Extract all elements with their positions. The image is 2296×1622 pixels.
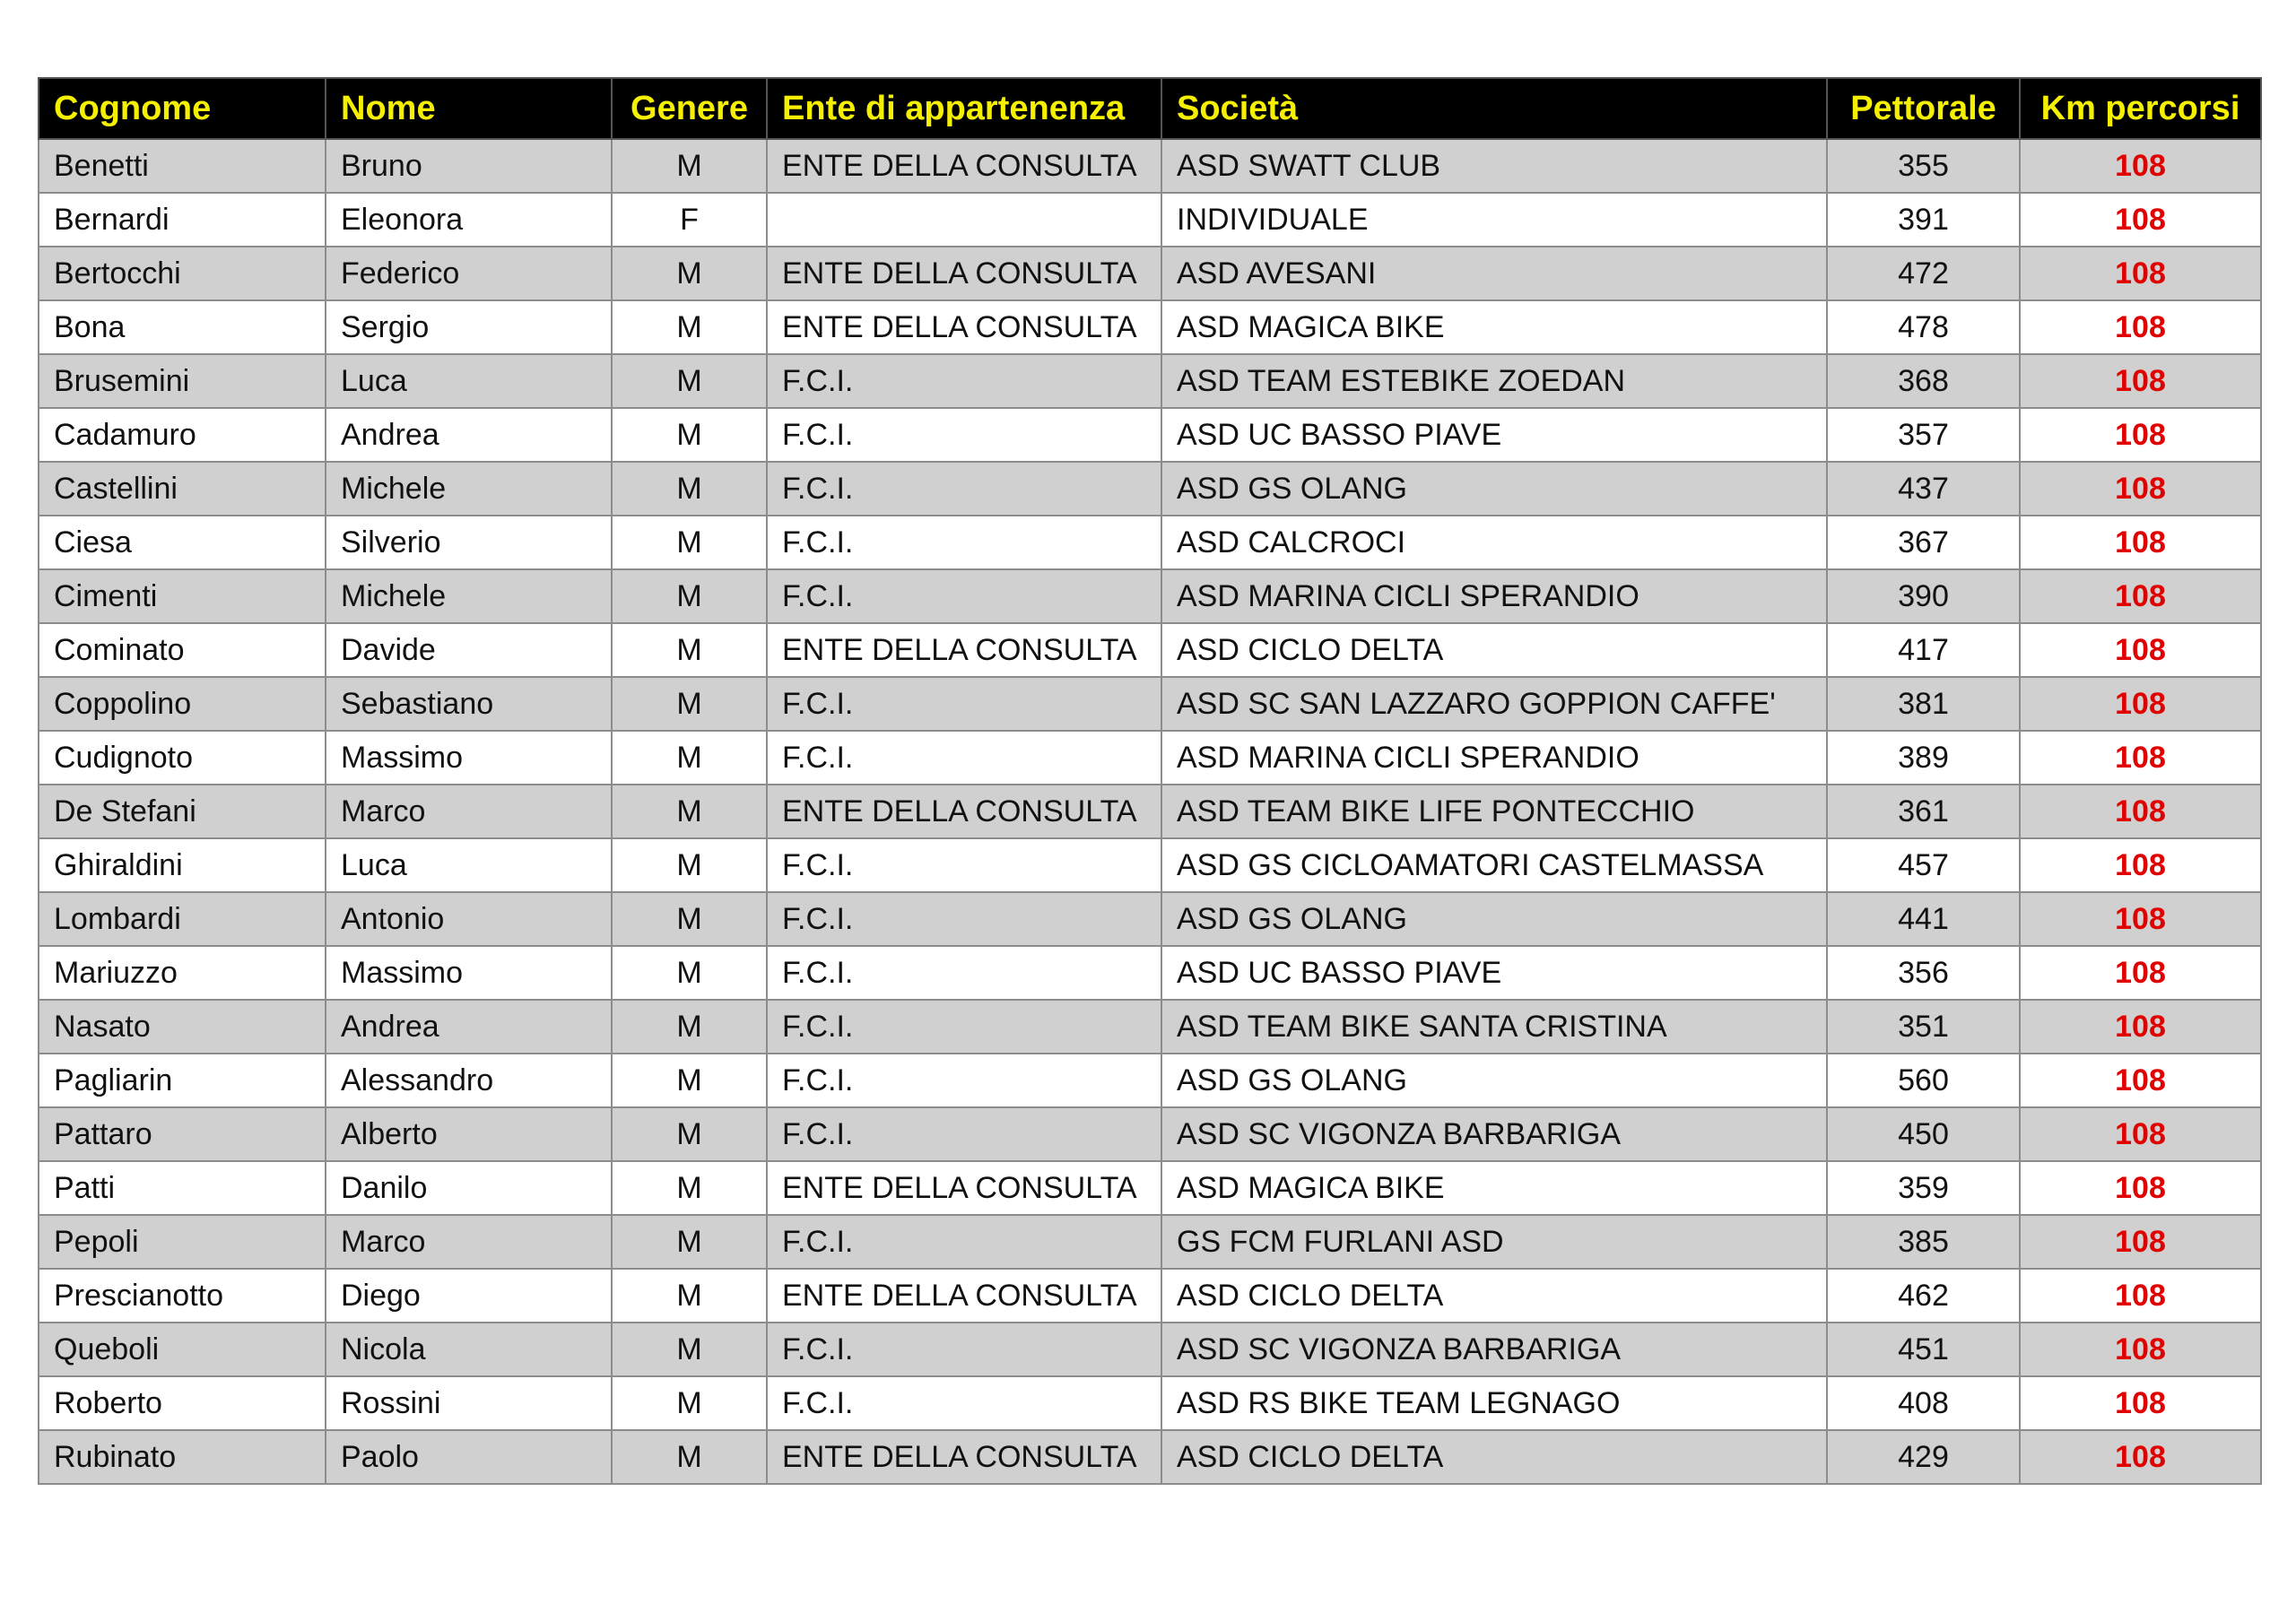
cell-societa: ASD GS OLANG [1161,462,1827,516]
cell-nome: Diego [326,1269,612,1323]
cell-cognome: Brusemini [39,354,326,408]
cell-km-percorsi: 108 [2020,300,2261,354]
cell-ente: F.C.I. [767,408,1161,462]
cell-societa: ASD MAGICA BIKE [1161,300,1827,354]
table-header [39,78,2261,139]
cell-cognome: Patti [39,1161,326,1215]
cell-genere: M [612,247,767,300]
cell-cognome: Bernardi [39,193,326,247]
cell-pettorale: 357 [1827,408,2020,462]
cell-societa: ASD CALCROCI [1161,516,1827,569]
cell-nome: Sebastiano [326,677,612,731]
cell-genere: M [612,1269,767,1323]
cell-pettorale: 437 [1827,462,2020,516]
cell-genere: M [612,892,767,946]
cell-genere: M [612,785,767,838]
cell-pettorale: 472 [1827,247,2020,300]
cell-genere: M [612,139,767,193]
cell-pettorale: 462 [1827,1269,2020,1323]
cell-societa: ASD SC VIGONZA BARBARIGA [1161,1323,1827,1376]
cell-genere: M [612,354,767,408]
cell-societa: INDIVIDUALE [1161,193,1827,247]
table-row [39,139,2261,193]
header-pettorale: Pettorale [1827,78,2020,139]
cell-societa: ASD MARINA CICLI SPERANDIO [1161,731,1827,785]
cell-genere: M [612,408,767,462]
cell-nome: Alessandro [326,1054,612,1107]
cell-genere: M [612,462,767,516]
table-row [39,623,2261,677]
table-row [39,1215,2261,1269]
header-genere: Genere [612,78,767,139]
cell-cognome: Castellini [39,462,326,516]
cell-societa: ASD SC VIGONZA BARBARIGA [1161,1107,1827,1161]
cell-ente: F.C.I. [767,1376,1161,1430]
cell-pettorale: 408 [1827,1376,2020,1430]
cell-km-percorsi: 108 [2020,677,2261,731]
cell-societa: ASD CICLO DELTA [1161,1269,1827,1323]
cell-km-percorsi: 108 [2020,1376,2261,1430]
table-body [39,139,2261,1484]
cell-ente: F.C.I. [767,1215,1161,1269]
cell-cognome: Bertocchi [39,247,326,300]
table-row [39,408,2261,462]
table-row [39,247,2261,300]
table-row [39,1107,2261,1161]
cell-km-percorsi: 108 [2020,785,2261,838]
cell-km-percorsi: 108 [2020,408,2261,462]
cell-nome: Marco [326,785,612,838]
results-table [38,77,2262,1485]
cell-genere: M [612,1323,767,1376]
cell-societa: ASD TEAM ESTEBIKE ZOEDAN [1161,354,1827,408]
cell-nome: Rossini [326,1376,612,1430]
cell-cognome: Cadamuro [39,408,326,462]
cell-pettorale: 368 [1827,354,2020,408]
cell-ente: ENTE DELLA CONSULTA [767,1269,1161,1323]
cell-ente: F.C.I. [767,677,1161,731]
header-ente: Ente di appartenenza [767,78,1161,139]
cell-nome: Michele [326,462,612,516]
cell-pettorale: 381 [1827,677,2020,731]
cell-ente: F.C.I. [767,946,1161,1000]
cell-societa: ASD MAGICA BIKE [1161,1161,1827,1215]
cell-km-percorsi: 108 [2020,1161,2261,1215]
cell-nome: Paolo [326,1430,612,1484]
cell-pettorale: 355 [1827,139,2020,193]
cell-societa: ASD MARINA CICLI SPERANDIO [1161,569,1827,623]
cell-nome: Massimo [326,946,612,1000]
table-row [39,300,2261,354]
cell-cognome: Bona [39,300,326,354]
cell-km-percorsi: 108 [2020,193,2261,247]
cell-nome: Marco [326,1215,612,1269]
cell-km-percorsi: 108 [2020,516,2261,569]
cell-km-percorsi: 108 [2020,139,2261,193]
cell-societa: ASD SC SAN LAZZARO GOPPION CAFFE' [1161,677,1827,731]
cell-cognome: Ciesa [39,516,326,569]
cell-societa: ASD GS CICLOAMATORI CASTELMASSA [1161,838,1827,892]
cell-cognome: Pepoli [39,1215,326,1269]
cell-societa: ASD CICLO DELTA [1161,623,1827,677]
cell-cognome: Mariuzzo [39,946,326,1000]
cell-societa: ASD GS OLANG [1161,1054,1827,1107]
cell-genere: M [612,1054,767,1107]
cell-nome: Silverio [326,516,612,569]
cell-nome: Antonio [326,892,612,946]
table-row [39,569,2261,623]
cell-ente: F.C.I. [767,1323,1161,1376]
cell-societa: ASD SWATT CLUB [1161,139,1827,193]
cell-km-percorsi: 108 [2020,1000,2261,1054]
cell-societa: GS FCM FURLANI ASD [1161,1215,1827,1269]
table-row [39,731,2261,785]
cell-cognome: Queboli [39,1323,326,1376]
cell-genere: M [612,838,767,892]
cell-ente: F.C.I. [767,892,1161,946]
table-row [39,354,2261,408]
cell-pettorale: 367 [1827,516,2020,569]
table-row [39,1430,2261,1484]
table-row [39,1269,2261,1323]
cell-cognome: Benetti [39,139,326,193]
cell-nome: Luca [326,838,612,892]
cell-cognome: Pattaro [39,1107,326,1161]
cell-pettorale: 385 [1827,1215,2020,1269]
cell-km-percorsi: 108 [2020,1054,2261,1107]
cell-cognome: Cudignoto [39,731,326,785]
header-km-percorsi: Km percorsi [2020,78,2261,139]
cell-ente: F.C.I. [767,569,1161,623]
cell-pettorale: 451 [1827,1323,2020,1376]
cell-genere: M [612,731,767,785]
cell-km-percorsi: 108 [2020,1107,2261,1161]
cell-genere: M [612,677,767,731]
cell-nome: Michele [326,569,612,623]
cell-km-percorsi: 108 [2020,1269,2261,1323]
cell-pettorale: 429 [1827,1430,2020,1484]
table-row [39,1054,2261,1107]
cell-ente: F.C.I. [767,354,1161,408]
cell-ente: ENTE DELLA CONSULTA [767,247,1161,300]
cell-ente: ENTE DELLA CONSULTA [767,139,1161,193]
cell-ente: ENTE DELLA CONSULTA [767,1161,1161,1215]
table-row [39,785,2261,838]
header-cognome: Cognome [39,78,326,139]
cell-pettorale: 417 [1827,623,2020,677]
cell-ente: F.C.I. [767,838,1161,892]
cell-genere: M [612,623,767,677]
cell-nome: Luca [326,354,612,408]
table-row [39,677,2261,731]
cell-km-percorsi: 108 [2020,731,2261,785]
cell-societa: ASD AVESANI [1161,247,1827,300]
cell-cognome: Coppolino [39,677,326,731]
cell-km-percorsi: 108 [2020,946,2261,1000]
cell-pettorale: 478 [1827,300,2020,354]
cell-km-percorsi: 108 [2020,892,2261,946]
cell-societa: ASD RS BIKE TEAM LEGNAGO [1161,1376,1827,1430]
cell-nome: Andrea [326,408,612,462]
cell-km-percorsi: 108 [2020,1215,2261,1269]
cell-cognome: Nasato [39,1000,326,1054]
cell-cognome: Lombardi [39,892,326,946]
table-row [39,1323,2261,1376]
cell-genere: M [612,1376,767,1430]
cell-genere: M [612,569,767,623]
cell-cognome: Cominato [39,623,326,677]
cell-genere: M [612,300,767,354]
cell-genere: M [612,1107,767,1161]
cell-genere: M [612,1430,767,1484]
cell-pettorale: 361 [1827,785,2020,838]
cell-societa: ASD GS OLANG [1161,892,1827,946]
cell-km-percorsi: 108 [2020,1323,2261,1376]
cell-ente: F.C.I. [767,516,1161,569]
cell-cognome: Cimenti [39,569,326,623]
cell-km-percorsi: 108 [2020,1430,2261,1484]
header-row [39,78,2261,139]
table-row [39,462,2261,516]
cell-ente: ENTE DELLA CONSULTA [767,785,1161,838]
table-row [39,1376,2261,1430]
cell-genere: M [612,1161,767,1215]
cell-ente: F.C.I. [767,1054,1161,1107]
cell-nome: Nicola [326,1323,612,1376]
cell-societa: ASD UC BASSO PIAVE [1161,946,1827,1000]
cell-cognome: Rubinato [39,1430,326,1484]
table-row [39,516,2261,569]
cell-km-percorsi: 108 [2020,569,2261,623]
cell-pettorale: 389 [1827,731,2020,785]
cell-genere: F [612,193,767,247]
table-row [39,1161,2261,1215]
cell-ente: F.C.I. [767,462,1161,516]
cell-pettorale: 351 [1827,1000,2020,1054]
cell-pettorale: 359 [1827,1161,2020,1215]
cell-genere: M [612,1000,767,1054]
cell-pettorale: 450 [1827,1107,2020,1161]
cell-nome: Sergio [326,300,612,354]
cell-cognome: Ghiraldini [39,838,326,892]
cell-cognome: De Stefani [39,785,326,838]
cell-genere: M [612,516,767,569]
cell-pettorale: 457 [1827,838,2020,892]
cell-pettorale: 560 [1827,1054,2020,1107]
cell-genere: M [612,946,767,1000]
cell-pettorale: 390 [1827,569,2020,623]
cell-nome: Alberto [326,1107,612,1161]
cell-ente: ENTE DELLA CONSULTA [767,623,1161,677]
table-row [39,946,2261,1000]
table-row [39,838,2261,892]
cell-cognome: Pagliarin [39,1054,326,1107]
cell-ente: F.C.I. [767,731,1161,785]
cell-pettorale: 356 [1827,946,2020,1000]
cell-ente: F.C.I. [767,1107,1161,1161]
cell-genere: M [612,1215,767,1269]
cell-pettorale: 441 [1827,892,2020,946]
cell-ente: ENTE DELLA CONSULTA [767,300,1161,354]
table-row [39,193,2261,247]
cell-km-percorsi: 108 [2020,462,2261,516]
header-nome: Nome [326,78,612,139]
cell-nome: Eleonora [326,193,612,247]
cell-km-percorsi: 108 [2020,838,2261,892]
cell-cognome: Prescianotto [39,1269,326,1323]
cell-societa: ASD UC BASSO PIAVE [1161,408,1827,462]
cell-societa: ASD CICLO DELTA [1161,1430,1827,1484]
cell-nome: Danilo [326,1161,612,1215]
table-row [39,1000,2261,1054]
cell-nome: Andrea [326,1000,612,1054]
cell-cognome: Roberto [39,1376,326,1430]
cell-ente: F.C.I. [767,1000,1161,1054]
cell-ente [767,193,1161,247]
cell-km-percorsi: 108 [2020,354,2261,408]
cell-nome: Davide [326,623,612,677]
cell-societa: ASD TEAM BIKE SANTA CRISTINA [1161,1000,1827,1054]
cell-nome: Massimo [326,731,612,785]
cell-pettorale: 391 [1827,193,2020,247]
header-societa: Società [1161,78,1827,139]
cell-km-percorsi: 108 [2020,623,2261,677]
cell-km-percorsi: 108 [2020,247,2261,300]
table-row [39,892,2261,946]
cell-ente: ENTE DELLA CONSULTA [767,1430,1161,1484]
cell-nome: Bruno [326,139,612,193]
cell-nome: Federico [326,247,612,300]
cell-societa: ASD TEAM BIKE LIFE PONTECCHIO [1161,785,1827,838]
